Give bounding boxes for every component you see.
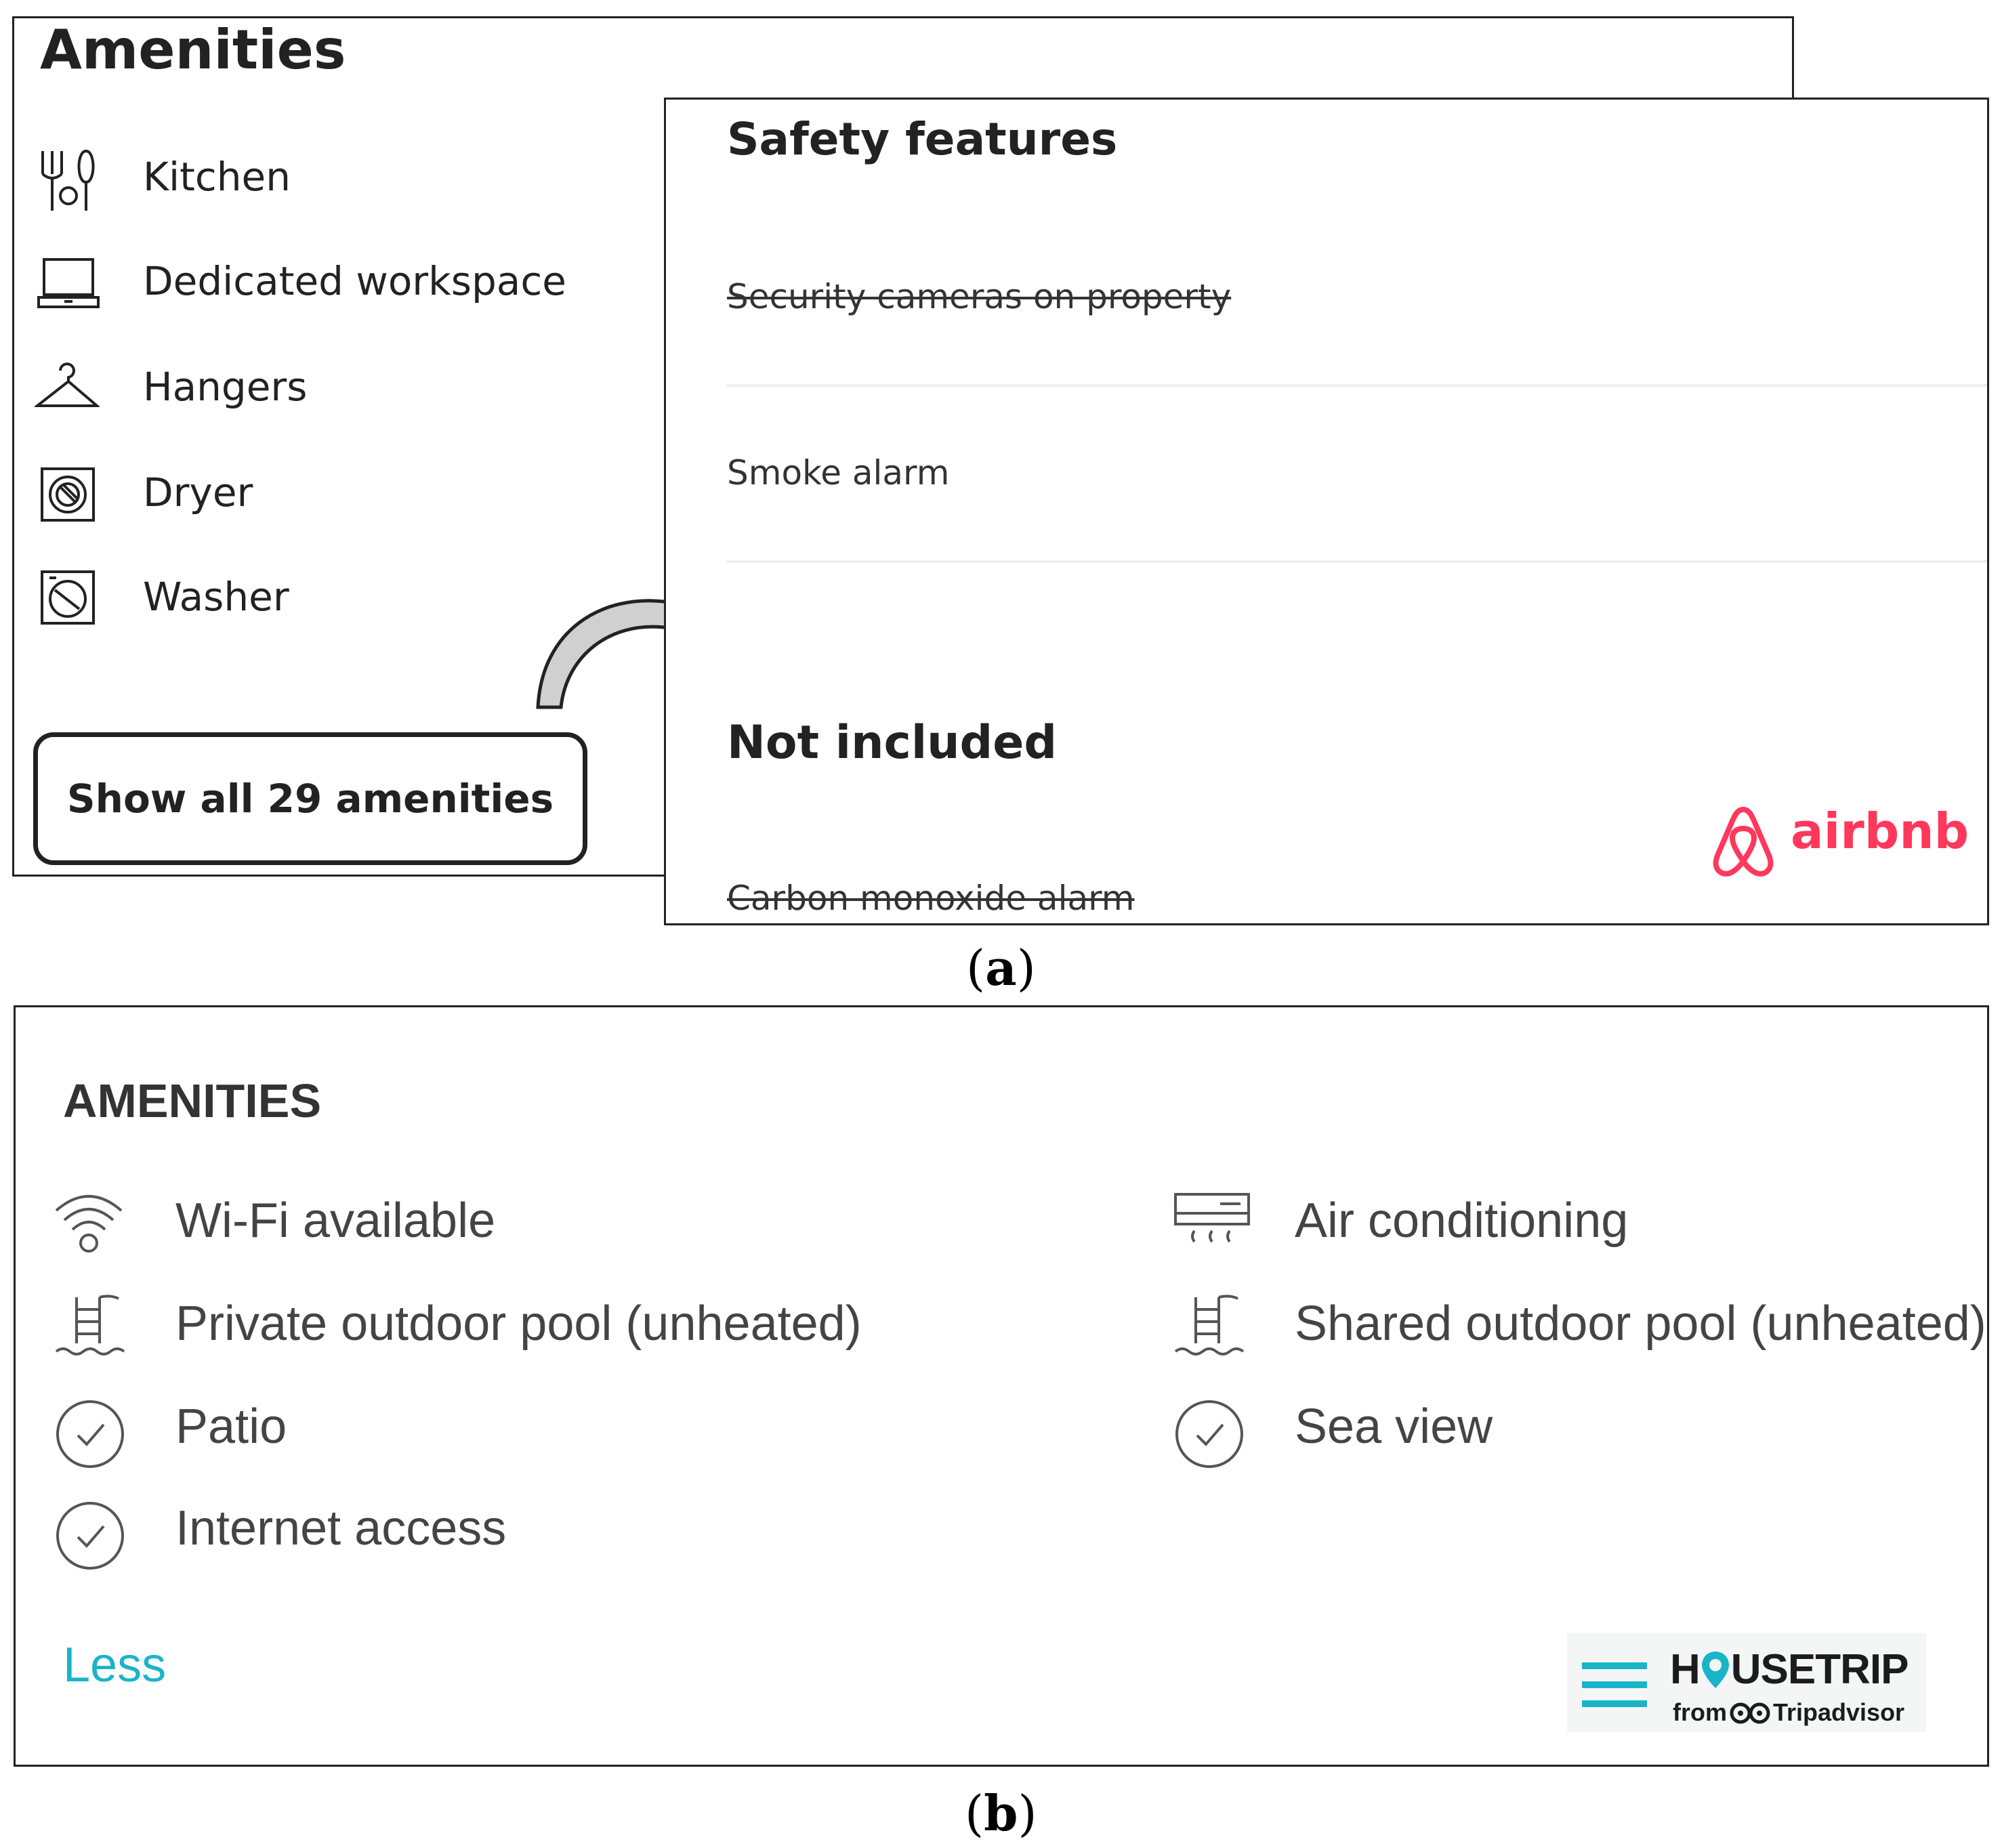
check-circle-icon (1174, 1399, 1245, 1469)
amenities-modal (664, 98, 1989, 925)
caption-b-letter: b (984, 1784, 1018, 1842)
pool-ladder-icon (54, 1292, 131, 1360)
housetrip-amenities-title: AMENITIES (63, 1074, 322, 1127)
menu-lines-icon (1579, 1660, 1650, 1715)
air-conditioner-icon (1173, 1192, 1251, 1253)
check-circle-icon (55, 1399, 125, 1469)
caption-b-close: ) (1018, 1785, 1037, 1842)
amenity-item: Dryer (143, 469, 253, 516)
amenities-title: Amenities (40, 18, 346, 81)
caption-b (965, 1784, 1037, 1842)
amenity-item: Wi-Fi available (175, 1194, 496, 1248)
divider (727, 560, 1987, 563)
not-included-title: Not included (727, 716, 1058, 770)
caption-a (966, 939, 1036, 996)
safety-item-struck: Security cameras on property (727, 277, 1232, 316)
show-all-amenities-button[interactable]: Show all 29 amenities (33, 732, 587, 865)
divider (727, 384, 1987, 387)
amenity-item: Air conditioning (1295, 1194, 1629, 1248)
amenity-item: Sea view (1295, 1400, 1493, 1454)
washer-icon (40, 570, 96, 625)
laptop-icon (37, 257, 100, 311)
not-included-item-struck: Carbon monoxide alarm (727, 879, 1135, 918)
caption-a-close: ) (1016, 940, 1036, 996)
kitchen-utensils-icon (37, 148, 98, 213)
amenity-item: Internet access (175, 1501, 507, 1555)
safety-features-title: Safety features (727, 113, 1118, 165)
housetrip-wordmark (1670, 1645, 1909, 1694)
caption-a-open: ( (966, 940, 986, 996)
location-pin-icon (1701, 1650, 1730, 1689)
tripadvisor-owl-icon (1730, 1701, 1770, 1724)
airbnb-logo-icon (1709, 804, 1777, 879)
housetrip-logo (1567, 1633, 1926, 1732)
housetrip-wordmark-rest: USETRIP (1730, 1646, 1909, 1693)
dryer-icon (40, 467, 96, 522)
airbnb-brand: airbnb (1791, 803, 1969, 860)
housetrip-subline (1673, 1698, 1904, 1727)
wifi-icon (54, 1192, 124, 1254)
less-link[interactable]: Less (63, 1638, 167, 1692)
amenity-item: Washer (143, 574, 289, 620)
amenity-item: Hangers (143, 364, 308, 410)
caption-b-open: ( (965, 1785, 984, 1842)
pool-ladder-icon (1173, 1292, 1250, 1360)
amenity-item: Private outdoor pool (unheated) (175, 1297, 862, 1351)
housetrip-wordmark-h: H (1670, 1646, 1700, 1693)
check-circle-icon (55, 1500, 125, 1571)
amenity-item: Patio (175, 1400, 287, 1454)
housetrip-amenities-panel (14, 1005, 1989, 1767)
housetrip-from: from (1673, 1698, 1727, 1726)
caption-a-letter: a (985, 939, 1017, 996)
amenity-item: Kitchen (143, 154, 291, 200)
tripadvisor-brand: Tripadvisor (1773, 1698, 1905, 1726)
amenity-item: Dedicated workspace (143, 258, 566, 304)
amenity-item: Shared outdoor pool (unheated) (1295, 1297, 1986, 1351)
hanger-icon (35, 357, 100, 413)
safety-item: Smoke alarm (727, 453, 950, 492)
